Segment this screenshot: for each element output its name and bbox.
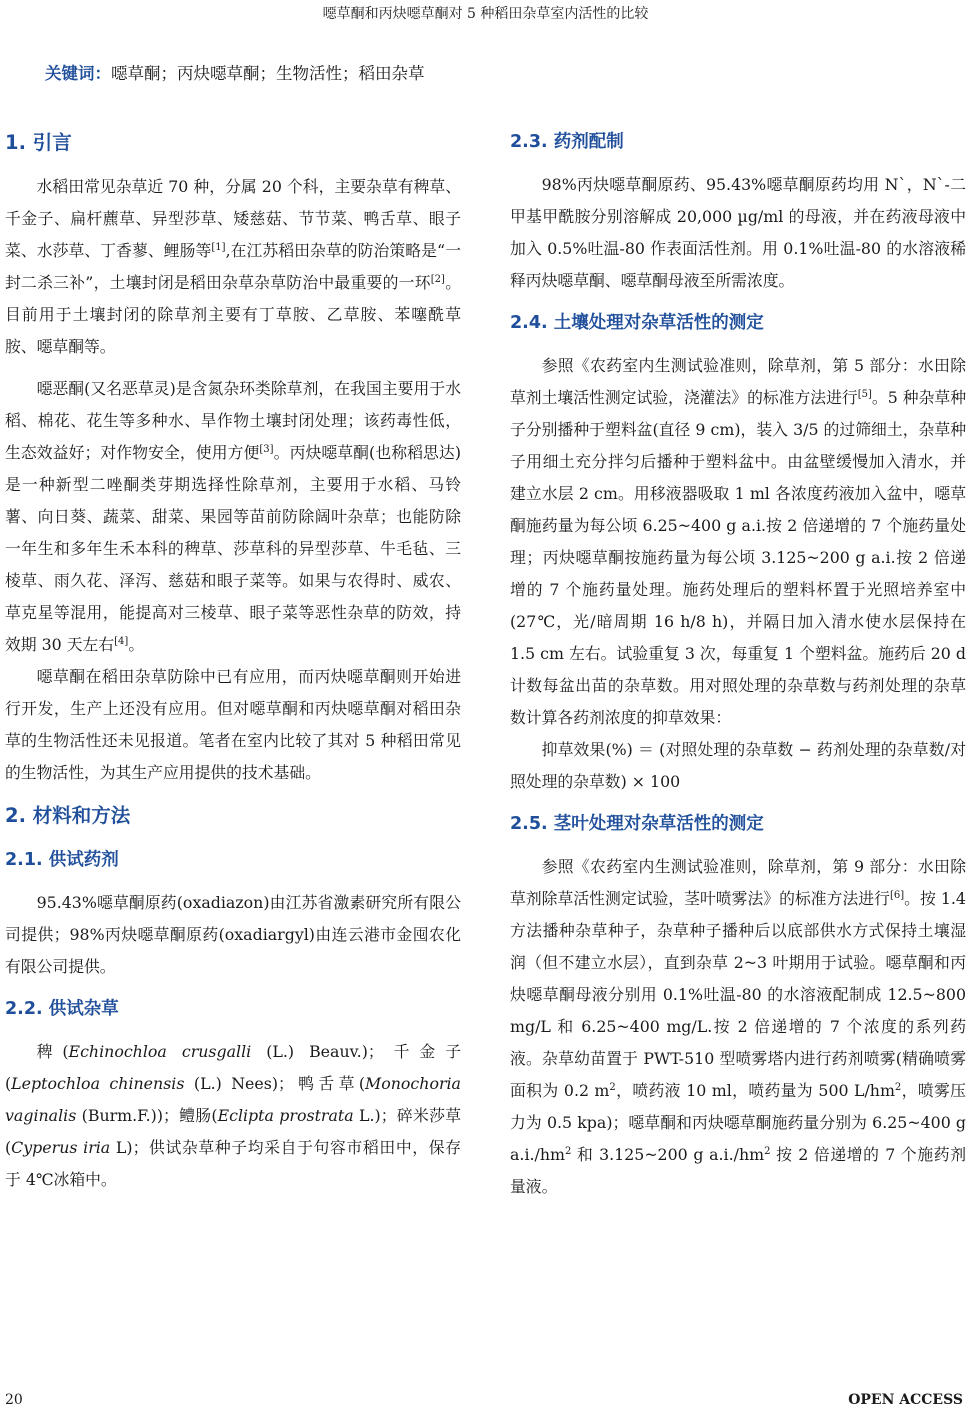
right-column — [510, 126, 966, 1203]
inhibition-formula: 抑草效果(%) ＝ (对照处理的杂草数 − 药剂处理的杂草数/对照处理的杂草数) × 100 — [510, 740, 966, 791]
subsection-title-2-3: 2.3. 药剂配制 — [510, 132, 624, 152]
species-name: Eclipta prostrata — [217, 1106, 354, 1125]
keywords-text: 噁草酮；丙炔噁草酮；生物活性；稻田杂草 — [111, 64, 425, 83]
paragraph-2-3: 98%丙炔噁草酮原药、95.43%噁草酮原药均用 N`，N`-二甲基甲酰胺分别溶解成 20,000 µg/ml 的母液，并在药液母液中加入 0.5%吐温-80 作表面活性剂。用 0.1%吐温-80 的水溶液稀释丙炔噁草酮、噁草酮母液至所需浓度。 — [510, 175, 966, 290]
superscript-2: 2 — [565, 1146, 572, 1157]
section-title-methods: 2. 材料和方法 — [5, 804, 131, 827]
subsection-title-2-4: 2.4. 土壤处理对杂草活性的测定 — [510, 313, 764, 333]
paragraph-2-5: 参照《农药室内生测试验准则，除草剂，第 9 部分：水田除草剂除草活性测定试验，茎叶喷雾法》的标准方法进行[6]。按 1.4 方法播种杂草种子，杂草种子播种后以底部供水方式保持土壤湿润（但不建立水层），直到杂草 2~3 叶期用于试验。噁草酮和丙炔噁草酮母液分别用 0.1%吐温-80 的水溶液配制成 12.5~800 mg/L 和 6.25~400 mg/L.按 2 倍递增的 7 个浓度的系列药液。杂草幼苗置于 PWT-510 型喷雾塔内进行药剂喷雾(精确喷雾面积为 0.2 $m^2$，喷药液 10 ml，喷药量为 500 $L/hm^2$，喷雾压力为 0.5 kpa)；噁草酮和丙炔噁草酮施药量分别为 6.25~400 g $a.i./hm^2$ 和 3.125~200 g $a.i./hm^2$ 按 2 倍递增的 7 个施药剂量液。 — [510, 857, 967, 1196]
citation-4[interactable]: [4] — [114, 636, 129, 647]
intro-paragraph-2: 噁恶酮(又名恶草灵)是含氮杂环类除草剂，在我国主要用于水稻、棉花、花生等多种水、旱作物土壤封闭处理；该药毒性低，生态效益好；对作物安全，使用方便[3]。丙炔噁草酮(也称稻思达)是一种新型二唑酮类芽期选择性除草剂，主要用于水稻、马铃薯、向日葵、蔬菜、甜菜、果园等苗前防除阔叶杂草；也能防除一年生和多年生禾本科的稗草、莎草科的异型莎草、牛毛毡、三棱草、雨久花、泽泻、慈菇和眼子菜等。如果与农得时、威农、草克星等混用，能提高对三棱草、眼子菜等恶性杂草的防效，持效期 30 天左右[4]。 — [5, 379, 461, 654]
citation-3[interactable]: [3] — [259, 444, 274, 455]
species-name: Leptochloa chinensis — [11, 1074, 185, 1093]
subsection-title-2-2: 2.2. 供试杂草 — [5, 999, 119, 1019]
citation-5[interactable]: [5] — [857, 389, 872, 400]
left-column — [5, 126, 461, 1196]
superscript-2: 2 — [764, 1146, 771, 1157]
citation-2[interactable]: [2] — [430, 274, 445, 285]
paragraph-2-2: 稗(Echinochloa crusgalli (L.) Beauv.)；千金子(Leptochloa chinensis (L.) Nees)；鸭舌草(Monochoria vaginalis (Burm.F.))；鳢肠(Eclipta prostrata L.)；碎米莎草(Cyperus iria L)；供试杂草种子均采自于句容市稻田中，保存于 4℃冰箱中。 — [5, 1042, 462, 1189]
species-name: Cyperus iria — [11, 1138, 111, 1157]
subsection-title-2-5: 2.5. 茎叶处理对杂草活性的测定 — [510, 814, 764, 834]
citation-6[interactable]: [6] — [889, 890, 905, 901]
paragraph-2-4: 参照《农药室内生测试验准则，除草剂，第 5 部分：水田除草剂土壤活性测定试验，浇灌法》的标准方法进行[5]。5 种杂草种子分别播种于塑料盆(直径 9 cm)，装入 3/5 的过筛细土，杂草种子用细土充分拌匀后播种于塑料盆中。由盆壁缓慢加入清水，并建立水层 2 cm。用移液器吸取 1 ml 各浓度药液加入盆中，噁草酮施药量为每公顷 6.25~400 g a.i.按 2 倍递增的 7 个施药量处理；丙炔噁草酮按施药量为每公顷 3.125~200 g a.i.按 2 倍递增的 7 个施药量处理。施药处理后的塑料杯置于光照培养室中(27℃，光/暗周期 16 h/8 h)，并隔日加入清水使水层保持在 1.5 cm 左右。试验重复 3 次，每重复 1 个塑料盆。施药后 20 d 计数每盆出苗的杂草数。用对照处理的杂草数与药剂处理的杂草数计算各药剂浓度的抑草效果： — [510, 356, 966, 727]
superscript-2: 2 — [609, 1082, 616, 1093]
paragraph-2-1: 95.43%噁草酮原药(oxadiazon)由江苏省激素研究所有限公司提供；98%丙炔噁草酮原药(oxadiargyl)由连云港市金囤农化有限公司提供。 — [5, 893, 461, 976]
page-number: 20 — [5, 1392, 23, 1408]
subsection-title-2-1: 2.1. 供试药剂 — [5, 850, 119, 870]
intro-paragraph-3: 噁草酮在稻田杂草防除中已有应用，而丙炔噁草酮则开始进行开发，生产上还没有应用。但对噁草酮和丙炔噁草酮对稻田杂草的生物活性还未见报道。笔者在室内比较了其对 5 种稻田常见的生物活性，为其生产应用提供的技术基础。 — [5, 667, 461, 782]
superscript-2: 2 — [894, 1082, 902, 1093]
section-title-introduction: 1. 引言 — [5, 131, 72, 154]
keywords-label: 关键词： — [45, 64, 111, 83]
intro-paragraph-1: 水稻田常见杂草近 70 种，分属 20 个科，主要杂草有稗草、千金子、扁杆藨草、异型莎草、矮慈菇、节节菜、鸭舌草、眼子菜、水莎草、丁香蓼、鲤肠等[1],在江苏稻田杂草的防治策略是“一封二杀三补”，土壤封闭是稻田杂草杂草防治中最重要的一环[2]。目前用于土壤封闭的除草剂主要有丁草胺、乙草胺、苯噻酰草胺、噁草酮等。 — [5, 177, 461, 356]
running-title: 噁草酮和丙炔噁草酮对 5 种稻田杂草室内活性的比较 — [322, 6, 649, 22]
species-name: Monochoria vaginalis — [5, 1074, 461, 1125]
keywords — [45, 60, 425, 84]
citation-1[interactable]: [1] — [211, 242, 226, 253]
open-access-label: OPEN ACCESS — [848, 1392, 963, 1408]
species-name: Echinochloa crusgalli — [68, 1042, 252, 1061]
